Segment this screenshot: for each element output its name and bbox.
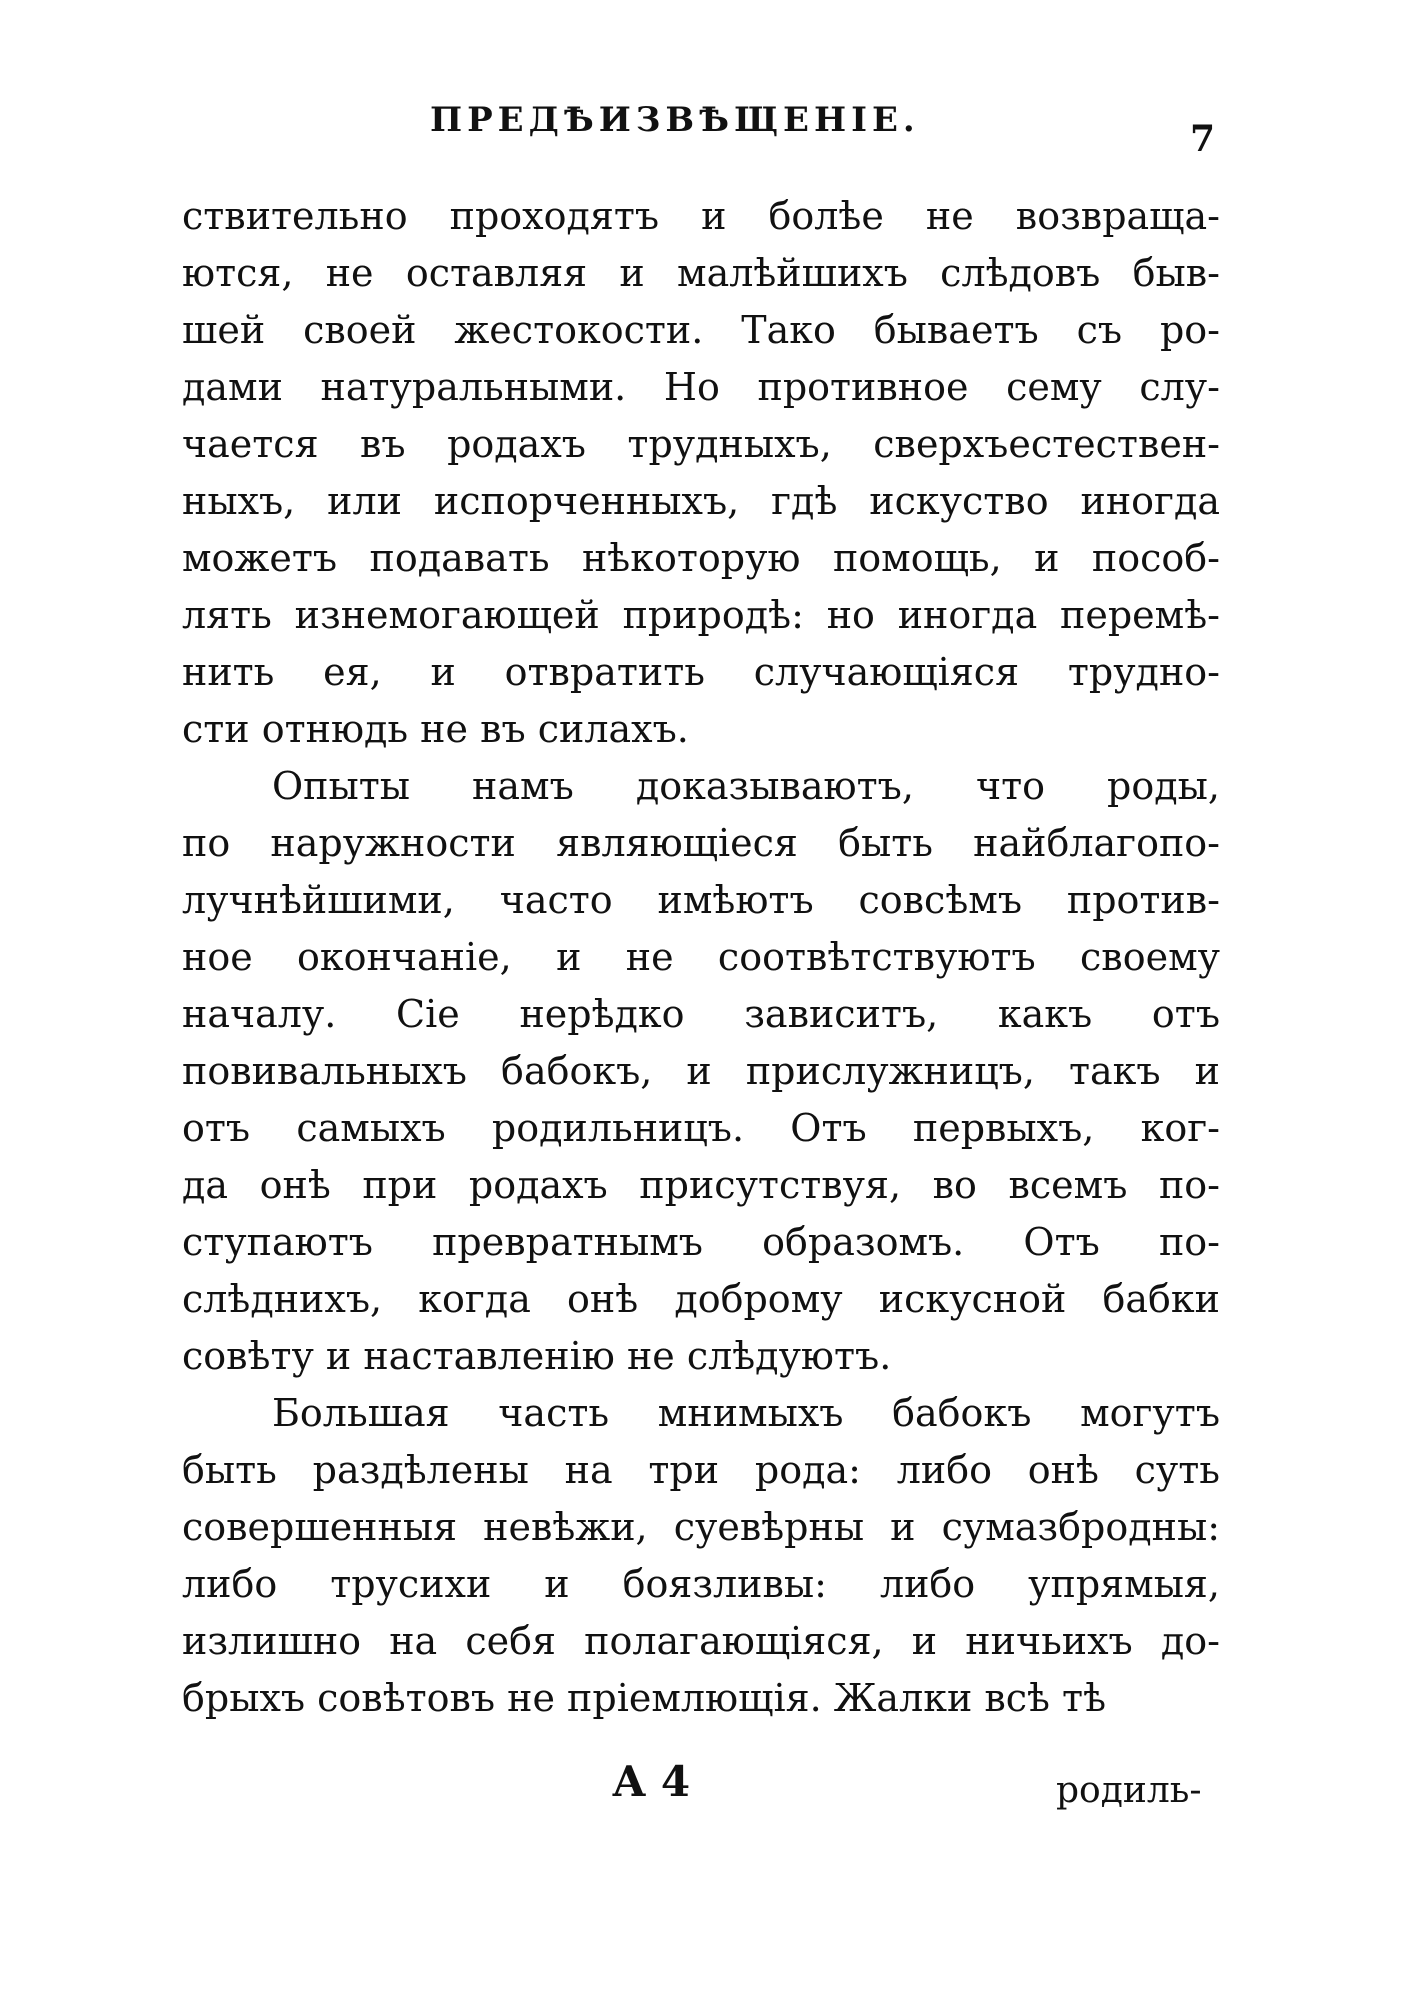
text-line: отъ самыхъ родильницъ. Отъ первыхъ, ког- (182, 1106, 1220, 1150)
text-line: либо трусихи и боязливы: либо упрямыя, (182, 1562, 1220, 1606)
paragraph (182, 1385, 1220, 1727)
text-line: Опыты намъ доказываютъ, что роды, (272, 764, 1220, 808)
text-line: сти отнюдь не въ силахъ. (182, 707, 689, 751)
paragraph (182, 758, 1220, 1385)
signature-mark: А 4 (612, 1757, 691, 1806)
running-head: ПРЕДѢИЗВѢЩЕНІЕ. (430, 100, 920, 140)
text-line: нить ея, и отвратить случающіяся трудно- (182, 650, 1220, 694)
text-line: можетъ подавать нѣкоторую помощь, и пособ- (182, 536, 1220, 580)
text-line: совершенныя невѣжи, суевѣрны и сумазбродны: (182, 1505, 1220, 1549)
text-line: повивальныхъ бабокъ, и прислужницъ, такъ и (182, 1049, 1220, 1093)
text-line: началу. Сіе нерѣдко зависитъ, какъ отъ (182, 992, 1220, 1036)
text-line: совѣту и наставленію не слѣдуютъ. (182, 1334, 892, 1378)
text-line: излишно на себя полагающіяся, и ничьихъ до- (182, 1619, 1220, 1663)
text-line: ступаютъ превратнымъ образомъ. Отъ по- (182, 1220, 1220, 1264)
text-line: ствительно проходятъ и болѣе не возвраща- (182, 194, 1220, 238)
text-line: чается въ родахъ трудныхъ, сверхъестествен- (182, 422, 1220, 466)
text-line: ются, не оставляя и малѣйшихъ слѣдовъ быв- (182, 251, 1220, 295)
page-number: 7 (1190, 118, 1216, 160)
paragraph (182, 188, 1220, 758)
text-line: лучнѣйшими, часто имѣютъ совсѣмъ против- (182, 878, 1220, 922)
text-line: слѣднихъ, когда онѣ доброму искусной бабки (182, 1277, 1220, 1321)
text-line: дами натуральными. Но противное сему слу- (182, 365, 1220, 409)
text-line: да онѣ при родахъ присутствуя, во всемъ по- (182, 1163, 1220, 1207)
text-line: по наружности являющіеся быть найблагопо- (182, 821, 1220, 865)
text-line: ныхъ, или испорченныхъ, гдѣ искуство иногда (182, 479, 1220, 523)
text-line: шей своей жестокости. Тако бываетъ съ ро- (182, 308, 1220, 352)
text-line: лять изнемогающей природѣ: но иногда перемѣ- (182, 593, 1220, 637)
body-text (182, 188, 1220, 1727)
text-line: Большая часть мнимыхъ бабокъ могутъ (272, 1391, 1220, 1435)
text-line: ное окончаніе, и не соотвѣтствуютъ своему (182, 935, 1220, 979)
text-line: брыхъ совѣтовъ не пріемлющія. Жалки всѣ тѣ (182, 1676, 1106, 1720)
catchword: родиль- (1056, 1770, 1202, 1811)
text-line: быть раздѣлены на три рода: либо онѣ суть (182, 1448, 1220, 1492)
